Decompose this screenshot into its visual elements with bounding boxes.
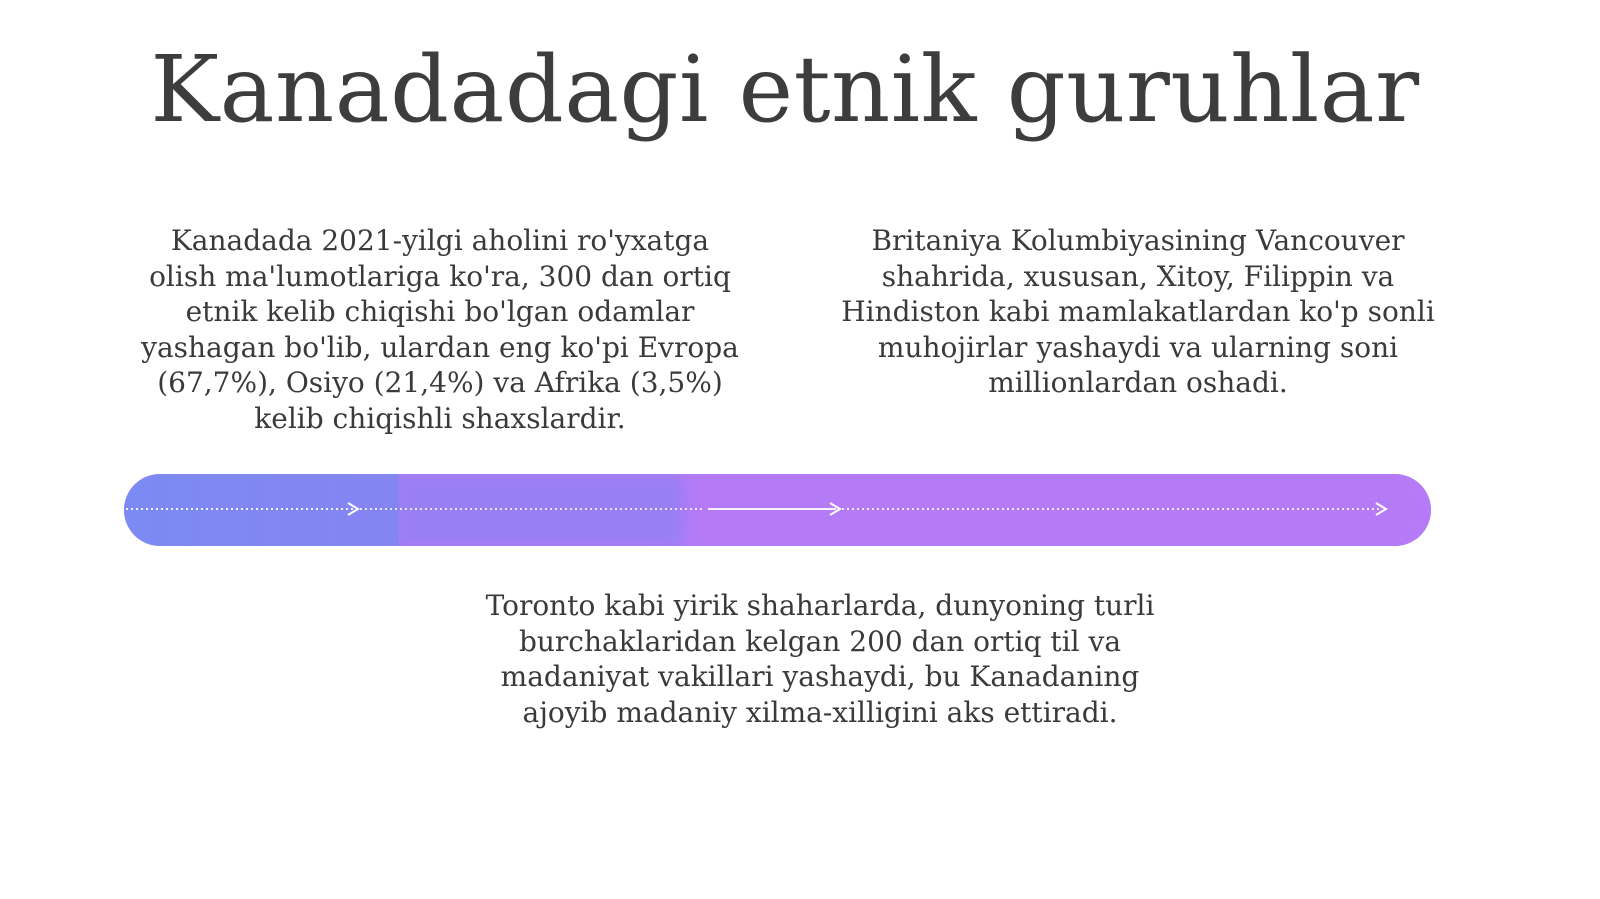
timeline-arrows — [124, 474, 1431, 546]
text-block-left: Kanadada 2021-yilgi aholini ro'yxatga olish ma'lumotlariga ko'ra, 300 dan ortiq etnik kelib chiqishi bo'lgan odamlar yashagan bo'lib, ulardan eng ko'pi Evropa (67,7%), Osiyo (21,4%) va Afrika (3,5%) kelib chiqishli shaxslardir. — [141, 224, 739, 435]
text-block-bottom: Toronto kabi yirik shaharlarda, dunyoning turli burchaklaridan kelgan 200 dan ortiq til va madaniyat vakillari yashaydi, bu Kanadaning ajoyib madaniy xilma-xilligini aks ettiradi. — [485, 589, 1155, 729]
timeline-bar — [124, 474, 1431, 546]
text-block-right: Britaniya Kolumbiyasining Vancouver shahrida, xususan, Xitoy, Filippin va Hindiston kabi mamlakatlardan ko'p sonli muhojirlar yashaydi va ularning soni millionlardan oshadi. — [841, 224, 1435, 399]
slide-title: Kanadadagi etnik guruhlar — [150, 36, 1420, 143]
